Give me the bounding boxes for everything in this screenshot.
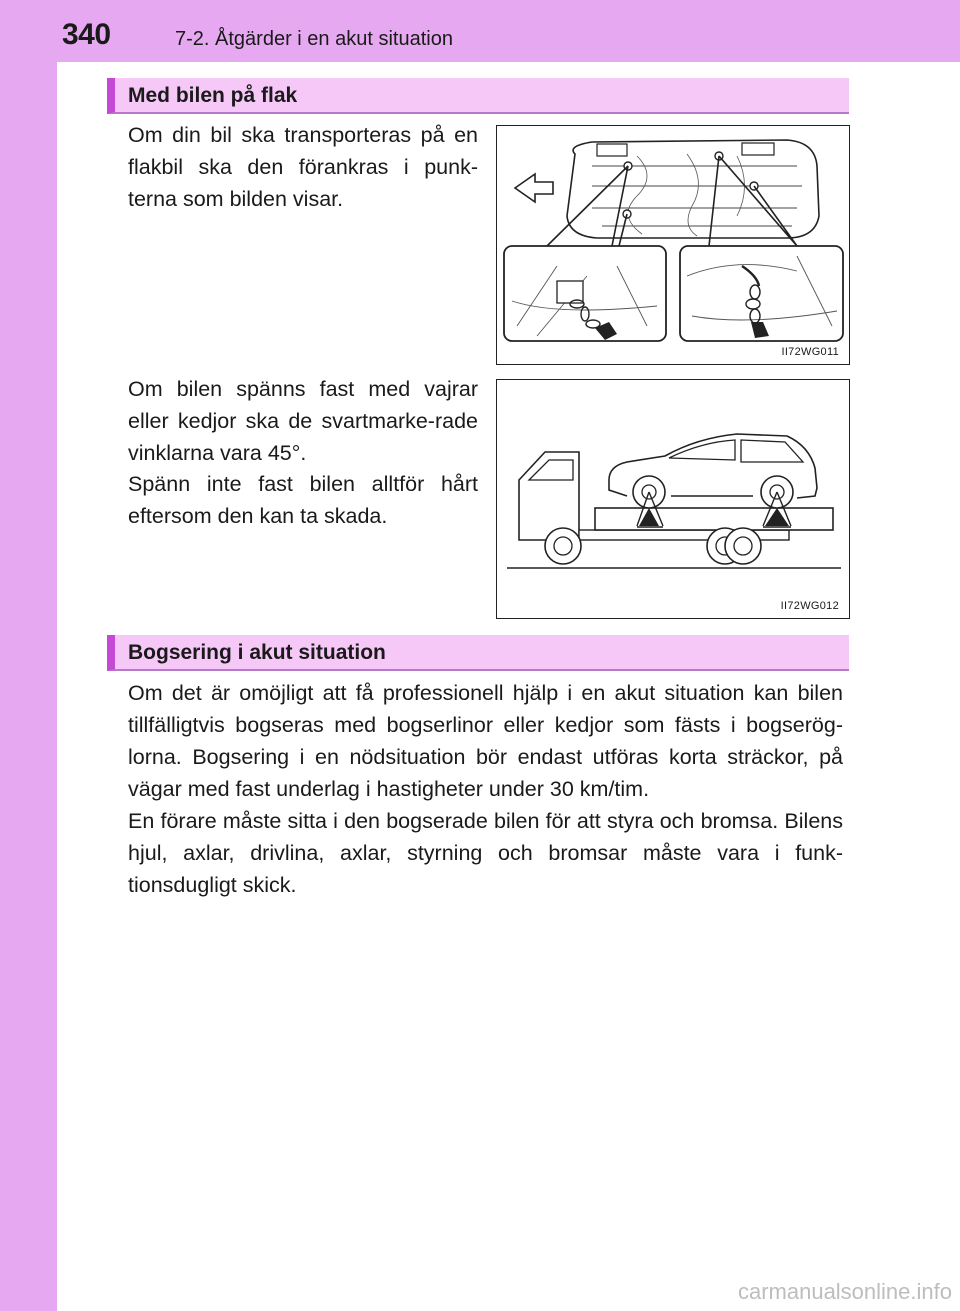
paragraph-tighten-warning: Spänn inte fast bilen alltför hårt eftersom den kan ta skada. — [128, 472, 478, 528]
section-heading-flatbed-text: Med bilen på flak — [128, 84, 298, 107]
figure-tie-down-points — [496, 125, 850, 365]
paragraph-angle-note: Om bilen spänns fast med vajrar eller kedjor ska de svartmarke-rade vinklarna vara 45°. — [128, 377, 478, 465]
figure-car-on-flatbed — [496, 379, 850, 619]
tie-down-illustration — [497, 126, 851, 366]
paragraph-emergency-towing: Om det är omöjligt att få professionell hjälp i en akut situation kan bilen tillfälligtvis bogseras med bogserlinor eller kedjor som fästs i bogserög-lorna. Bogsering i en nödsituation bör endast utföras korta sträckor, på vägar med fast underlag i hastigheter under 30 km/tim. — [128, 681, 843, 801]
paragraph-driver-requirement: En förare måste sitta i den bogserade bilen för att styra och bromsa. Bilens hjul, axlar, drivlina, axlar, styrning och bromsar måste vara i funk-tionsdugligt skick. — [128, 809, 843, 897]
figure-code-1: II72WG011 — [781, 346, 839, 358]
section-heading-emergency-towing-text: Bogsering i akut situation — [128, 641, 386, 664]
section-heading-flatbed — [107, 78, 849, 114]
side-tab-band — [0, 0, 57, 1311]
flatbed-illustration — [497, 380, 851, 620]
watermark: carmanualsonline.info — [737, 1279, 952, 1304]
page-number: 340 — [62, 18, 111, 51]
chapter-title: 7-2. Åtgärder i en akut situation — [175, 28, 453, 50]
paragraph-anchor-points: Om din bil ska transporteras på en flakbil ska den förankras i punk-terna som bilden visar. — [128, 123, 478, 211]
section-heading-emergency-towing — [107, 635, 849, 671]
figure-code-2: II72WG012 — [780, 600, 839, 612]
